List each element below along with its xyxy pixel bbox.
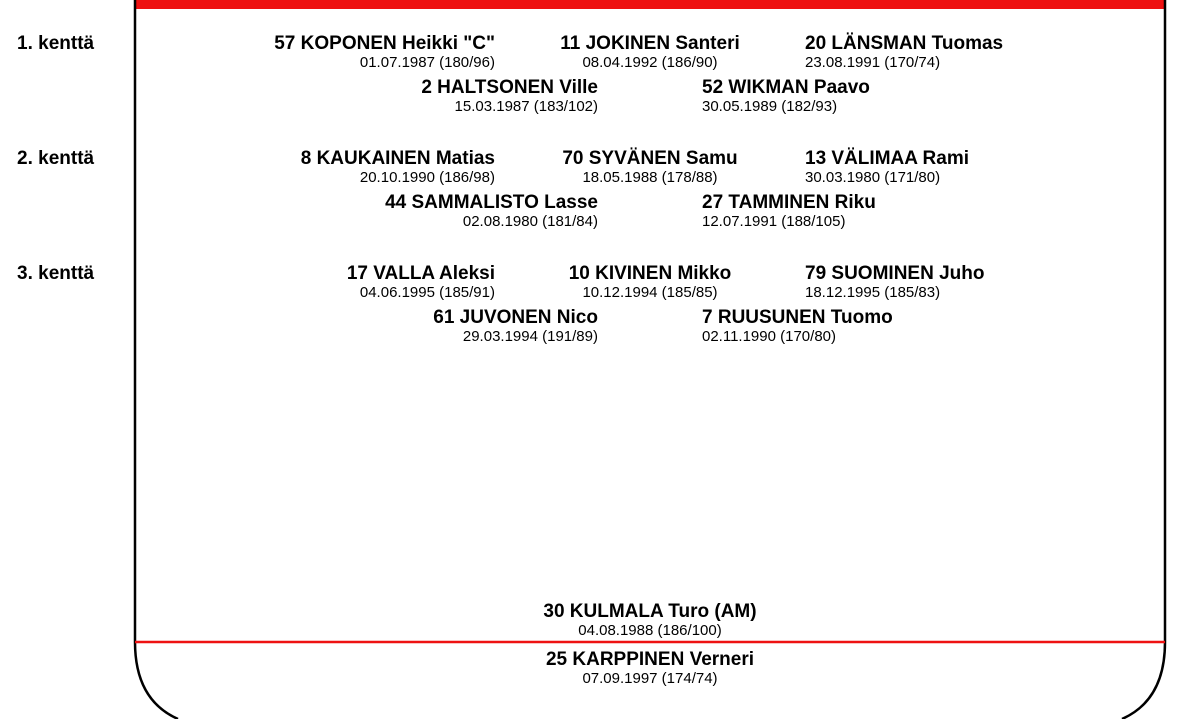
player-name: 11 JOKINEN Santeri xyxy=(560,33,740,54)
player-line3-lw xyxy=(347,264,495,300)
player-name: 20 LÄNSMAN Tuomas xyxy=(805,33,1004,54)
player-line2-c xyxy=(535,149,765,185)
player-info: 04.06.1995 (185/91) xyxy=(359,284,495,301)
player-line1-rw xyxy=(805,34,1003,70)
player-name: 52 WIKMAN Paavo xyxy=(702,77,870,98)
player-name: 79 SUOMINEN Juho xyxy=(805,263,985,284)
player-name: 25 KARPPINEN Verneri xyxy=(545,649,755,670)
player-line1-ld xyxy=(421,78,598,114)
player-name: 61 JUVONEN Nico xyxy=(433,307,598,328)
player-name: 57 KOPONEN Heikki "C" xyxy=(274,33,495,54)
player-info: 02.11.1990 (170/80) xyxy=(702,328,836,345)
player-info: 08.04.1992 (186/90) xyxy=(582,54,718,71)
player-info: 02.08.1980 (181/84) xyxy=(462,213,598,230)
player-info: 04.08.1988 (186/100) xyxy=(578,622,722,639)
player-line1-c xyxy=(535,34,765,70)
player-goalie-1 xyxy=(450,602,850,638)
player-info: 20.10.1990 (186/98) xyxy=(359,169,495,186)
player-name: 17 VALLA Aleksi xyxy=(346,263,495,284)
player-line2-ld xyxy=(385,193,598,229)
line-label-2: 2. kenttä xyxy=(17,148,95,169)
player-name: 2 HALTSONEN Ville xyxy=(421,77,598,98)
player-info: 18.05.1988 (178/88) xyxy=(582,169,718,186)
player-info: 01.07.1987 (180/96) xyxy=(359,54,495,71)
line-label-1: 1. kenttä xyxy=(17,33,95,54)
player-name: 7 RUUSUNEN Tuomo xyxy=(702,307,893,328)
player-line1-lw xyxy=(274,34,495,70)
player-line1-rd xyxy=(702,78,870,114)
player-name: 70 SYVÄNEN Samu xyxy=(562,148,738,169)
player-name: 44 SAMMALISTO Lasse xyxy=(385,192,598,213)
player-info: 15.03.1987 (183/102) xyxy=(454,98,598,115)
player-name: 13 VÄLIMAA Rami xyxy=(805,148,969,169)
player-name: 10 KIVINEN Mikko xyxy=(568,263,732,284)
player-line3-rw xyxy=(805,264,984,300)
player-line2-rd xyxy=(702,193,876,229)
player-line3-c xyxy=(535,264,765,300)
player-info: 18.12.1995 (185/83) xyxy=(805,284,941,301)
player-name: 8 KAUKAINEN Matias xyxy=(300,148,495,169)
player-line3-rd xyxy=(702,308,893,344)
player-info: 23.08.1991 (170/74) xyxy=(805,54,941,71)
player-info: 07.09.1997 (174/74) xyxy=(582,670,718,687)
player-line2-rw xyxy=(805,149,969,185)
line-label-3: 3. kenttä xyxy=(17,263,95,284)
player-line3-ld xyxy=(433,308,598,344)
player-name: 27 TAMMINEN Riku xyxy=(702,192,876,213)
top-red-line xyxy=(135,0,1166,9)
player-name: 30 KULMALA Turo (AM) xyxy=(543,601,757,622)
player-info: 12.07.1991 (188/105) xyxy=(702,213,846,230)
player-info: 30.03.1980 (171/80) xyxy=(805,169,941,186)
player-info: 29.03.1994 (191/89) xyxy=(462,328,598,345)
player-goalie-2 xyxy=(450,650,850,686)
player-info: 10.12.1994 (185/85) xyxy=(582,284,718,301)
player-line2-lw xyxy=(301,149,495,185)
player-info: 30.05.1989 (182/93) xyxy=(702,98,838,115)
